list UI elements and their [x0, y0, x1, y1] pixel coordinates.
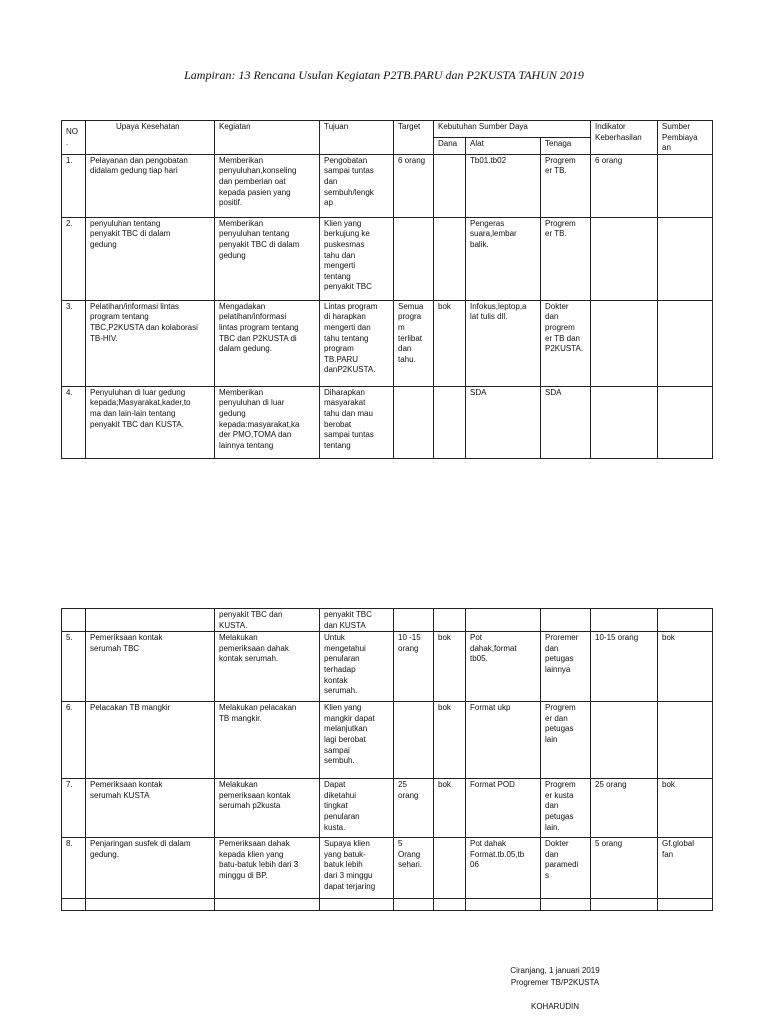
- header-row: [62, 121, 713, 138]
- cell-upaya: Pemeriksaan kontak serumah TBC: [86, 632, 215, 702]
- cell-upaya: Pelacakan TB mangkir: [86, 702, 215, 779]
- signature-place-date: Ciranjang, 1 januari 2019: [510, 966, 600, 975]
- cell-indikator: [591, 702, 658, 779]
- header-target: Target: [394, 121, 434, 155]
- header-no: NO .: [62, 121, 86, 155]
- cell-tujuan: penyakit TBC dan KUSTA: [320, 609, 394, 632]
- cell-tujuan: Lintas program di harapkan mengerti dan tahu tentang program TB.PARU danP2KUSTA.: [320, 300, 394, 386]
- cell-no: 4.: [62, 386, 86, 458]
- header-kebutuhan: Kebutuhan Sumber Daya: [434, 121, 591, 138]
- header-sumber: Sumber Pembiaya an: [658, 121, 713, 155]
- signature-name: KOHARUDIN: [530, 1002, 579, 1011]
- cell-dana: bok: [434, 300, 466, 386]
- cell-kegiatan: Melakukan pemeriksaan dahak kontak serumah.: [215, 632, 320, 702]
- activity-plan-table-page-2: [61, 608, 713, 911]
- cell-tujuan: Klien yang berkujung ke puskesmas tahu dan mengerti tentang penyakit TBC: [320, 217, 394, 300]
- cell-alat: SDA: [466, 386, 541, 458]
- cell-sumber: [658, 300, 713, 386]
- cell-dana: [434, 609, 466, 632]
- cell-alat: Pengeras suara,lembar balik.: [466, 217, 541, 300]
- cell-target: 5 Orang sehari.: [394, 838, 434, 899]
- cell-upaya: Pelayanan dan pengobatan didalam gedung tiap hari: [86, 154, 215, 217]
- table-row: [62, 386, 713, 458]
- table-row: [62, 899, 713, 911]
- cell-indikator: 10-15 orang: [591, 632, 658, 702]
- cell-tenaga: [541, 899, 591, 911]
- header-kegiatan: Kegiatan: [215, 121, 320, 155]
- cell-indikator: [591, 300, 658, 386]
- cell-no: 2.: [62, 217, 86, 300]
- cell-dana: bok: [434, 632, 466, 702]
- cell-dana: [434, 154, 466, 217]
- cell-target: [394, 217, 434, 300]
- cell-no: 8.: [62, 838, 86, 899]
- cell-kegiatan: Memberikan penyuluhan,konseling dan pemberian oat kepada pasien yang positif.: [215, 154, 320, 217]
- cell-kegiatan: [215, 899, 320, 911]
- cell-alat: Pot dahak Format.tb.05,tb 06: [466, 838, 541, 899]
- cell-upaya: Pelatihan/informasi lintas program tentang TBC,P2KUSTA dan kolaborasi TB-HIV.: [86, 300, 215, 386]
- cell-dana: [434, 838, 466, 899]
- cell-upaya: [86, 899, 215, 911]
- cell-no: 5.: [62, 632, 86, 702]
- cell-target: 6 orang: [394, 154, 434, 217]
- cell-target: Semua progra m terlibat dan tahu.: [394, 300, 434, 386]
- cell-kegiatan: Pemeriksaan dahak kepada klien yang batu-batuk lebih dari 3 minggu di BP.: [215, 838, 320, 899]
- cell-target: [394, 386, 434, 458]
- cell-upaya: Pemeriksaan kontak serumah KUSTA: [86, 779, 215, 838]
- cell-sumber: [658, 154, 713, 217]
- cell-indikator: 25 orang: [591, 779, 658, 838]
- document-title: Lampiran: 13 Rencana Usulan Kegiatan P2TB.PARU dan P2KUSTA TAHUN 2019: [184, 68, 584, 82]
- cell-target: 25 orang: [394, 779, 434, 838]
- signature-role: Progremer TB/P2KUSTA: [510, 978, 600, 987]
- cell-tenaga: Dokter dan progrem er TB dan P2KUSTA.: [541, 300, 591, 386]
- cell-sumber: bok: [658, 779, 713, 838]
- cell-upaya: Penjaringan susfek di dalam gedung.: [86, 838, 215, 899]
- cell-dana: [434, 217, 466, 300]
- cell-indikator: 6 orang: [591, 154, 658, 217]
- table-row: [62, 632, 713, 702]
- cell-no: 7.: [62, 779, 86, 838]
- cell-tujuan: Pengobatan sampai tuntas dan sembuh/lengk ap: [320, 154, 394, 217]
- table-row: [62, 702, 713, 779]
- header-upaya: Upaya Kesehatan: [86, 121, 215, 155]
- cell-sumber: [658, 899, 713, 911]
- header-dana: Dana: [434, 137, 466, 154]
- cell-tujuan: Supaya klien yang batuk- batuk lebih dari 3 minggu dapat terjaring: [320, 838, 394, 899]
- cell-target: [394, 702, 434, 779]
- cell-kegiatan: Memberikan penyuluhan tentang penyakit TBC di dalam gedung: [215, 217, 320, 300]
- header-tujuan: Tujuan: [320, 121, 394, 155]
- cell-tenaga: Progrem er TB.: [541, 217, 591, 300]
- cell-tenaga: Proremer dan petugas lainnya: [541, 632, 591, 702]
- cell-tujuan: Dapat diketahui tingkat penularan kusta.: [320, 779, 394, 838]
- cell-indikator: [591, 217, 658, 300]
- table-row: [62, 154, 713, 217]
- cell-dana: bok: [434, 779, 466, 838]
- header-indikator: Indikator Keberhasilan: [591, 121, 658, 155]
- signature-block: [500, 965, 610, 1013]
- cell-sumber: Gf.global fan: [658, 838, 713, 899]
- cell-target: [394, 609, 434, 632]
- header-alat: Alat: [466, 137, 541, 154]
- table-row: [62, 838, 713, 899]
- cell-no: [62, 609, 86, 632]
- header-tenaga: Tenaga: [541, 137, 591, 154]
- cell-tujuan: Klien yang mangkir dapat melanjutkan lagi berobat sampai sembuh.: [320, 702, 394, 779]
- cell-kegiatan: penyakit TBC dan KUSTA.: [215, 609, 320, 632]
- cell-sumber: bok: [658, 632, 713, 702]
- activity-plan-table-page-1: [61, 120, 713, 459]
- cell-dana: [434, 899, 466, 911]
- cell-tujuan: [320, 899, 394, 911]
- cell-tenaga: Dokter dan paramedi s: [541, 838, 591, 899]
- cell-dana: bok: [434, 702, 466, 779]
- cell-tenaga: Progrem er kusta dan petugas lain.: [541, 779, 591, 838]
- cell-tenaga: Progrem er dan petugas lain: [541, 702, 591, 779]
- cell-no: 3.: [62, 300, 86, 386]
- cell-alat: [466, 609, 541, 632]
- cell-tenaga: SDA: [541, 386, 591, 458]
- cell-alat: Tb01.tb02: [466, 154, 541, 217]
- cell-no: [62, 899, 86, 911]
- table-row: [62, 300, 713, 386]
- table-row: [62, 609, 713, 632]
- cell-sumber: [658, 702, 713, 779]
- cell-sumber: [658, 386, 713, 458]
- cell-no: 1.: [62, 154, 86, 217]
- cell-no: 6.: [62, 702, 86, 779]
- cell-tenaga: [541, 609, 591, 632]
- cell-indikator: [591, 899, 658, 911]
- cell-indikator: [591, 609, 658, 632]
- table-row: [62, 217, 713, 300]
- cell-sumber: [658, 217, 713, 300]
- cell-alat: Pot dahak,format tb05.: [466, 632, 541, 702]
- cell-dana: [434, 386, 466, 458]
- cell-kegiatan: Melakukan pemeriksaan kontak serumah p2kusta: [215, 779, 320, 838]
- cell-tenaga: Progrem er TB.: [541, 154, 591, 217]
- cell-kegiatan: Melakukan pelacakan TB mangkir.: [215, 702, 320, 779]
- cell-sumber: [658, 609, 713, 632]
- cell-alat: Format ukp: [466, 702, 541, 779]
- cell-target: [394, 899, 434, 911]
- cell-indikator: 5 orang: [591, 838, 658, 899]
- cell-tujuan: Untuk mengetahui penularan terhadap kontak serumah.: [320, 632, 394, 702]
- cell-upaya: [86, 609, 215, 632]
- cell-tujuan: Diharapkan masyarakat tahu dan mau berobat sampai tuntas tentang: [320, 386, 394, 458]
- cell-alat: Format POD: [466, 779, 541, 838]
- cell-kegiatan: Mengadakan pelatihan/informasi lintas program tentang TBC dan P2KUSTA di dalam gedung.: [215, 300, 320, 386]
- cell-target: 10 -15 orang: [394, 632, 434, 702]
- table-row: [62, 779, 713, 838]
- cell-upaya: Penyuluhan di luar gedung kepada;Masyarakat,kader,to ma dan lain-lain tentang penyakit TBC dan KUSTA.: [86, 386, 215, 458]
- cell-indikator: [591, 386, 658, 458]
- cell-upaya: penyuluhan tentang penyakit TBC di dalam gedung: [86, 217, 215, 300]
- cell-alat: [466, 899, 541, 911]
- cell-kegiatan: Memberikan penyuluhan di luar gedung kepada:masyarakat,ka der PMO,TOMA dan lainnya tentang: [215, 386, 320, 458]
- cell-alat: Infokus,leptop,a lat tulis dll.: [466, 300, 541, 386]
